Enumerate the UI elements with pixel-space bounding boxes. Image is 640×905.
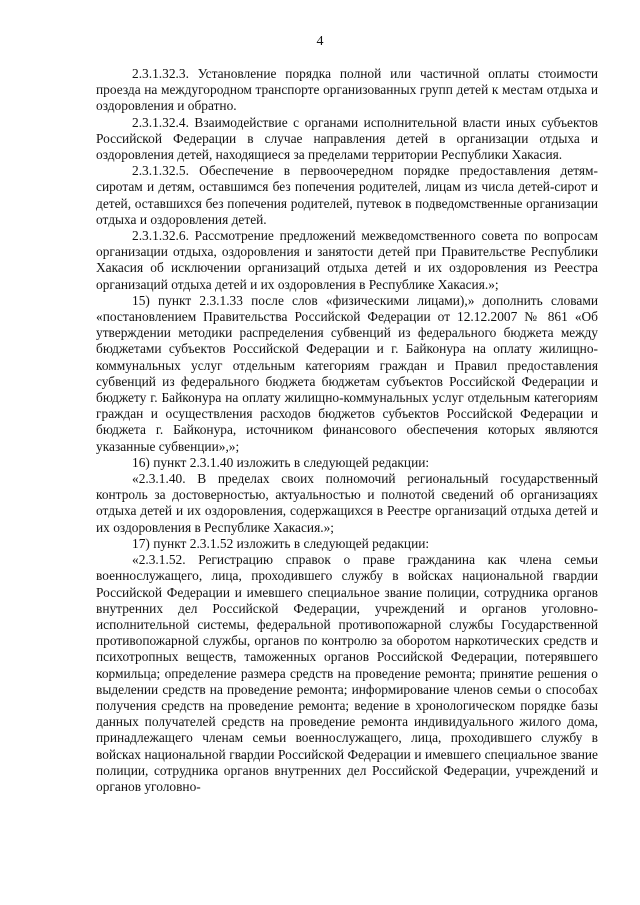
paragraph-2-3-1-32-4: 2.3.1.32.4. Взаимодействие с органами исполнительной власти иных субъектов Российской Федерации в случае направления детей в организации отдыха и оздоровления детей, находящиеся за пределами территории Республики Хакасия. <box>96 114 598 163</box>
paragraph-item-17: 17) пункт 2.3.1.52 изложить в следующей редакции: <box>132 535 430 551</box>
paragraph-2-3-1-32-5: 2.3.1.32.5. Обеспечение в первоочередном порядке предоставления детям-сиротам и детям, оставшимся без попечения родителей, лицам из числа детей-сирот и детей, оставшихся без попечения родителей, путевок в подведомственные организации отдыха и оздоровления детей. <box>96 163 598 227</box>
page-number: 4 <box>316 34 324 49</box>
paragraph-2-3-1-32-6: 2.3.1.32.6. Рассмотрение предложений межведомственного совета по вопросам организации отдыха, оздоровления и занятости детей при Правительстве Республики Хакасия об исключении организаций отдыха детей и их оздоровления из Реестра организаций отдыха детей и их оздоровления в Республике Хакасия.»; <box>96 228 598 292</box>
document-body <box>96 66 598 795</box>
paragraph-2-3-1-32-3: 2.3.1.32.3. Установление порядка полной или частичной оплаты стоимости проезда на междугородном транспорте организованных групп детей к местам отдыха и оздоровления и обратно. <box>96 66 598 114</box>
paragraph-item-16: 16) пункт 2.3.1.40 изложить в следующей редакции: <box>132 454 430 470</box>
paragraph-item-15: 15) пункт 2.3.1.33 после слов «физическими лицами),» дополнить словами «постановлением Правительства Российской Федерации от 12.12.2007 № 861 «Об утверждении методики распределения субвенций из федерального бюджета между бюджетами субъектов Российской Федерации и г. Байконура на оплату жилищно-коммунальных услуг отдельным категориям граждан и Правил предоставления субвенций из федерального бюджета бюджетам субъектов Российской Федерации и бюджету г. Байконура на оплату жилищно-коммунальных услуг отдельным категориям граждан и осуществления расходов бюджетов субъектов Российской Федерации и бюджета г. Байконура, источником финансового обеспечения которых являются указанные субвенции»,»; <box>96 292 598 454</box>
paragraph-2-3-1-52: «2.3.1.52. Регистрацию справок о праве гражданина как члена семьи военнослужащего, лица, проходившего службу в войсках национальной гвардии Российской Федерации и имевшего специальное звание полиции, сотрудника органов внутренних дел Российской Федерации, учреждений и органов уголовно-исполнительной системы, федеральной противопожарной службы Государственной противопожарной службы, органов по контролю за оборотом наркотических средств и психотропных веществ, таможенных органов Российской Федерации, потерявшего кормильца; определение размера средств на проведение ремонта; принятие решения о выделении средств на проведение ремонта; информирование членов семьи о способах получения средств на проведение ремонта; ведение в хронологическом порядке базы данных получателей средств на проведение ремонта индивидуального жилого дома, принадлежащего членам семьи военнослужащего, лица, проходившего службу в войсках национальной гвардии Российской Федерации и имевшего специальное звание полиции, сотрудника органов внутренних дел Российской Федерации, учреждений и органов уголовно- <box>96 552 598 794</box>
paragraph-2-3-1-40: «2.3.1.40. В пределах своих полномочий региональный государственный контроль за достоверностью, актуальностью и полнотой сведений об организациях отдыха детей и их оздоровления, содержащихся в Реестре организаций отдыха детей и их оздоровления в Республике Хакасия.»; <box>96 471 598 535</box>
